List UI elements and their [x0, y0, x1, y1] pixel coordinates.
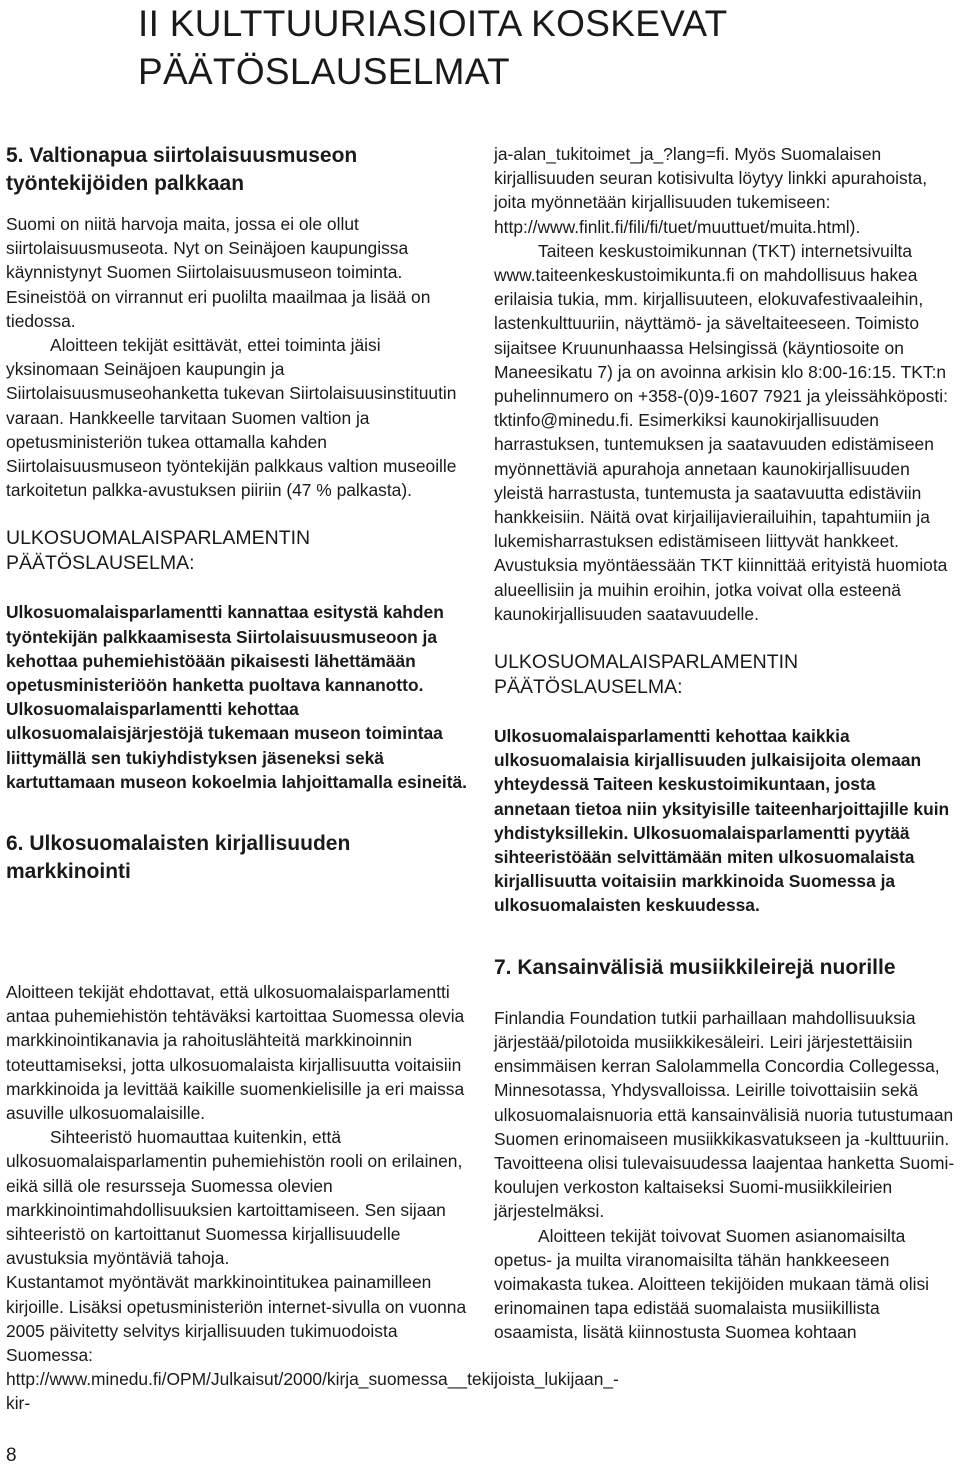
page-title: II KULTTUURIASIOITA KOSKEVAT PÄÄTÖSLAUSELMAT: [138, 3, 727, 92]
resolution-2-text: Ulkosuomalaisparlamentti kehottaa kaikkia ulkosuomalaisia kirjallisuuden julkaisijoita olemaan yhteydessä Taiteen keskustoimikuntaan, josta annetaan tietoa niin yksityisille taiteenharjoittajille kuin yhdistyksillekin. Ulkosuomalaisparlamentti pyytää sihteeristöään selvittämään miten ulkosuomalaista kirjallisuutta voitaisiin markkinoida Suomessa ja ulkosuomalaisten keskuudessa.: [494, 726, 950, 916]
right-column: [494, 142, 956, 1345]
left-column-lower: [6, 980, 619, 1416]
section-6-paragraph-1: Aloitteen tekijät ehdottavat, että ulkosuomalaisparlamentti antaa puhemiehistön tehtäväksi kartoittaa Suomessa olevia markkinointikanavia ja rahoituslähteitä markkinoinnin toteuttamiseksi, jotta ulkosuomalaista kirjallisuutta voitaisiin markkinoida ja levittää kaikille suomenkielisille ja eri maissa asuville ulkosuomalaisille.: [6, 982, 465, 1124]
section-5-paragraph-1: Suomi on niitä harvoja maita, jossa ei ole ollut siirtolaisuusmuseota. Nyt on Seinäjoen kaupungissa käynnistynyt Suomen Siirtolaisuusmuseon toiminta. Esineistöä on virrannut eri puolilta maailmaa ja lisää on tiedossa.: [6, 214, 431, 331]
section-5-paragraph-2: Aloitteen tekijät esittävät, ettei toiminta jäisi yksinomaan Seinäjoen kaupungin ja Siirtolaisuusmuseohanketta tukevan Siirtolaisuusinstituutin varaan. Hankkeelle tarvitaan Suomen valtion ja opetusministeriön tukea ottamalla kahden Siirtolaisuusmuseon työntekijän palkkaus valtion museoille tarkoitetun palkka-avustuksen piiriin (47 % palkasta).: [6, 335, 457, 501]
section-6-heading: 6. Ulkosuomalaisten kirjallisuuden markkinointi: [6, 832, 351, 884]
section-6-paragraph-3-continued: ja-alan_tukitoimet_ja_?lang=fi. Myös Suomalaisen kirjallisuuden seuran kotisivulta löytyy linkki apurahoista, joita myönnetään kirjallisuuden tukemiseen: http://www.finlit.fi/fili/fi/tuet/muuttuet/muita.html).: [494, 144, 928, 237]
section-7-paragraph-1: Finlandia Foundation tutkii parhaillaan mahdollisuuksia järjestää/pilotoida musiikkikesäleiri. Leiri järjestettäisiin ensimmäisen kerran Salolammella Concordia Collegessa, Minnesotassa, Yhdysvalloissa. Leirille toivottaisiin sekä ulkosuomalaisnuoria että kansainvälisiä nuoria tutustumaan Suomen erinomaiseen musiikkikasvatukseen ja -kulttuuriin. Tavoitteena olisi tulevaisuudessa laajentaa hanketta Suomi-koulujen verkoston kaltaiseksi Suomi-musiikkileirien järjestelmäksi.: [494, 1007, 955, 1222]
section-6-paragraph-2: Sihteeristö huomauttaa kuitenkin, että ulkosuomalaisparlamentin puhemiehistön rooli on erilainen, eikä sillä ole resursseja Suomessa olevien markkinointimahdollisuuksien kartoittamiseen. Sen sijaan sihteeristö on kartoittanut Suomessa kirjallisuudelle avustuksia myöntäviä tahoja.: [6, 1127, 463, 1269]
section-5-heading: 5. Valtionapua siirtolaisuusmuseon työntekijöiden palkkaan: [6, 144, 358, 195]
resolution-1-caption: ULKOSUOMALAISPARLAMENTIN PÄÄTÖSLAUSELMA:: [6, 527, 311, 575]
section-6-paragraph-4: Taiteen keskustoimikunnan (TKT) internetsivuilta www.taiteenkeskustoimikunta.fi on mahdollisuus hakea erilaisia tukia, mm. kirjallisuuteen, elokuvafestivaaleihin, lastenkulttuuriin, näyttämö- ja säveltaiteeseen. Toimisto sijaitsee Kruununhaassa Helsingissä (käyntiosoite on Maneesikatu 7) ja on avoinna arkisin klo 8:00-16:15. TKT:n puhelinnumero on +358-(0)9-1607 7921 ja yleissähköposti: tktinfo@minedu.fi. Esimerkiksi kaunokirjallisuuden harrastuksen, tuntemuksen ja saatavuuden edistämiseen myönnettäviä apurahoja annetaan kaunokirjallisuuden yleistä harrastusta, tuntemusta ja saatavuutta edistäviin hankkeisiin. Näitä ovat kirjailijavierailuihin, tapahtumiin ja lukemisharrastuksen edistämiseen liittyvät hankkeet. Avustuksia myöntäessään TKT kiinnittää erityistä huomiota alueellisiin ja muihin eroihin, jotka voivat olla esteenä kaunokirjallisuuden saatavuudelle.: [494, 240, 948, 624]
section-7-paragraph-2: Aloitteen tekijät toivovat Suomen asianomaisilta opetus- ja muilta viranomaisilta tähän hankkeeseen voimakasta tukea. Aloitteen tekijöiden mukaan tämä olisi erinomainen tapa edistää suomalaista musiikillista osaamista, lisätä kiinnostusta Suomea kohtaan: [494, 1225, 930, 1343]
resolution-2-caption: ULKOSUOMALAISPARLAMENTIN PÄÄTÖSLAUSELMA:: [494, 651, 799, 699]
section-6-paragraph-3: Kustantamot myöntävät markkinointitukea painamilleen kirjoille. Lisäksi opetusministeriön internet-sivulla on vuonna 2005 päivitetty selvitys kirjallisuuden tukimuodoista Suomessa: http://www.minedu.fi/OPM/Julkaisut/2000/kirja_suomessa__tekijoista_lukijaan_-kir-: [6, 1272, 619, 1414]
left-column-upper: [6, 142, 472, 886]
page-number: 8: [6, 1445, 17, 1466]
section-7-heading: 7. Kansainvälisiä musiikkileirejä nuorille: [494, 955, 896, 979]
resolution-1-text: Ulkosuomalaisparlamentti kannattaa esitystä kahden työntekijän palkkaamisesta Siirtolaisuusmuseoon ja kehottaa puhemiehistöään pikaisesti lähettämään opetusministeriöön hanketta puoltava kannanotto. Ulkosuomalaisparlamentti kehottaa ulkosuomalaisjärjestöjä tukemaan museon toimintaa liittymällä sen tukiyhdistyksen jäseneksi sekä kartuttamaan museon kokoelmia lahjoittamalla esineitä.: [6, 602, 468, 792]
